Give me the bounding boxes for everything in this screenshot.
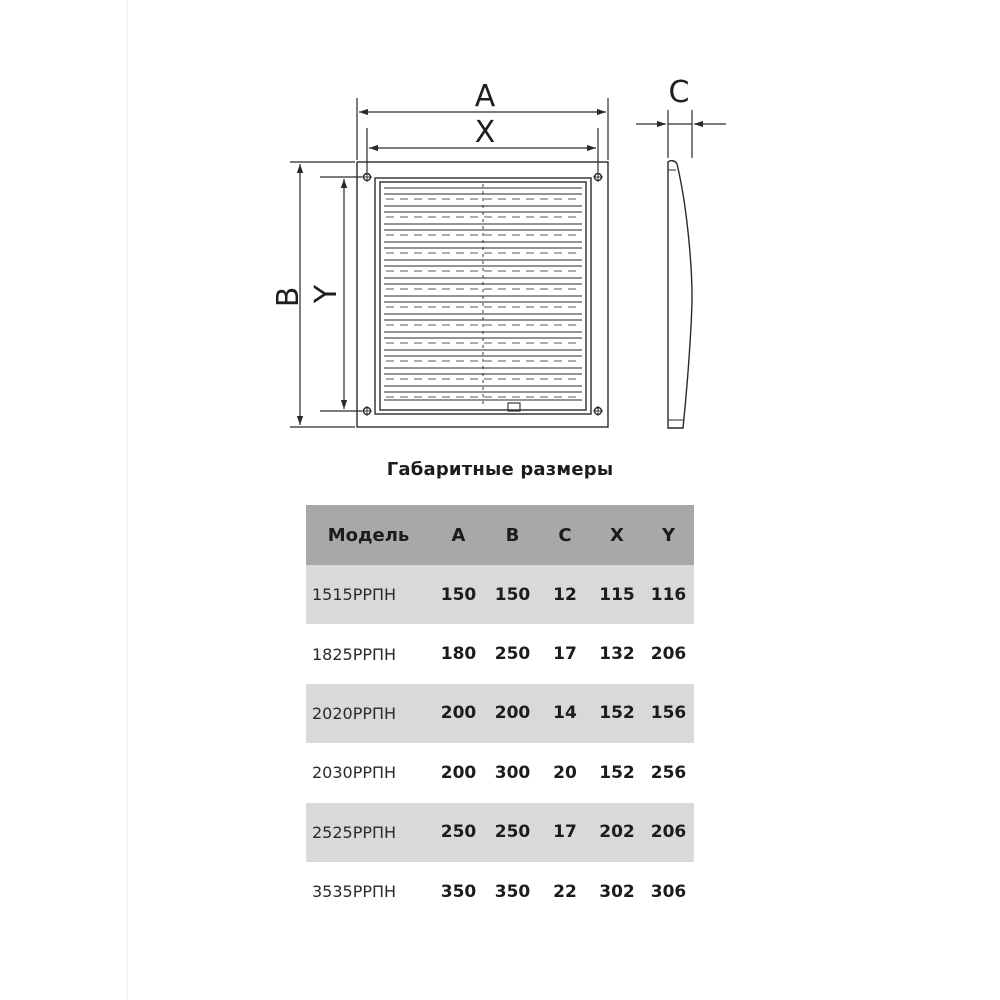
table-header-row bbox=[306, 505, 694, 565]
side-view bbox=[668, 161, 692, 428]
cell-model: 2525РРПН bbox=[312, 822, 397, 842]
label-c: C bbox=[668, 75, 690, 110]
label-b: B bbox=[271, 286, 306, 308]
cell-y: 206 bbox=[650, 644, 687, 665]
cell-b: 250 bbox=[494, 822, 531, 843]
cell-c: 22 bbox=[553, 881, 577, 902]
cell-a: 250 bbox=[440, 822, 477, 843]
cell-a: 200 bbox=[440, 762, 477, 783]
table-row bbox=[306, 862, 694, 921]
cell-b: 250 bbox=[494, 644, 531, 665]
label-y: Y bbox=[309, 284, 344, 304]
grille-technical-drawing bbox=[0, 0, 1000, 450]
outer-frame bbox=[357, 162, 608, 427]
cell-a: 350 bbox=[440, 881, 477, 902]
cell-x: 132 bbox=[599, 644, 635, 665]
cell-c: 17 bbox=[553, 644, 577, 665]
cell-model: 2020РРПН bbox=[312, 703, 397, 723]
cell-model: 1825РРПН bbox=[312, 644, 397, 664]
dimension-c bbox=[636, 110, 726, 158]
cell-a: 180 bbox=[440, 644, 477, 665]
cell-model: 1515РРПН bbox=[312, 585, 397, 605]
cell-x: 115 bbox=[599, 584, 635, 605]
mounting-holes bbox=[362, 172, 603, 416]
cell-model: 3535РРПН bbox=[312, 882, 397, 902]
header-b: B bbox=[505, 524, 520, 546]
cell-y: 256 bbox=[650, 762, 687, 783]
cell-b: 150 bbox=[494, 584, 531, 605]
cell-c: 17 bbox=[553, 822, 577, 843]
cell-y: 306 bbox=[650, 881, 687, 902]
label-x: X bbox=[474, 115, 496, 150]
cell-x: 152 bbox=[599, 703, 635, 724]
cell-b: 200 bbox=[494, 703, 531, 724]
header-y: Y bbox=[661, 524, 676, 546]
cell-a: 150 bbox=[440, 584, 477, 605]
label-a: A bbox=[474, 79, 496, 114]
cell-x: 202 bbox=[599, 822, 635, 843]
cell-a: 200 bbox=[440, 703, 477, 724]
table-row bbox=[306, 803, 694, 862]
cell-y: 206 bbox=[650, 822, 687, 843]
cell-y: 116 bbox=[650, 584, 687, 605]
dimensions-table bbox=[306, 505, 694, 921]
header-model: Модель bbox=[327, 524, 410, 546]
table-row bbox=[306, 565, 694, 624]
front-view bbox=[357, 162, 608, 427]
table-row bbox=[306, 743, 694, 802]
cell-c: 14 bbox=[553, 703, 577, 724]
cell-y: 156 bbox=[650, 703, 687, 724]
section-title: Габаритные размеры bbox=[386, 459, 614, 480]
header-x: X bbox=[610, 524, 624, 546]
cell-b: 350 bbox=[494, 881, 531, 902]
cell-c: 12 bbox=[553, 584, 577, 605]
table-row bbox=[306, 684, 694, 743]
cell-c: 20 bbox=[553, 762, 577, 783]
table-row bbox=[306, 624, 694, 683]
cell-model: 2030РРПН bbox=[312, 763, 397, 783]
cell-x: 302 bbox=[599, 881, 635, 902]
cell-x: 152 bbox=[599, 762, 635, 783]
header-a: A bbox=[451, 524, 466, 546]
header-c: C bbox=[558, 524, 572, 546]
cell-b: 300 bbox=[494, 762, 531, 783]
